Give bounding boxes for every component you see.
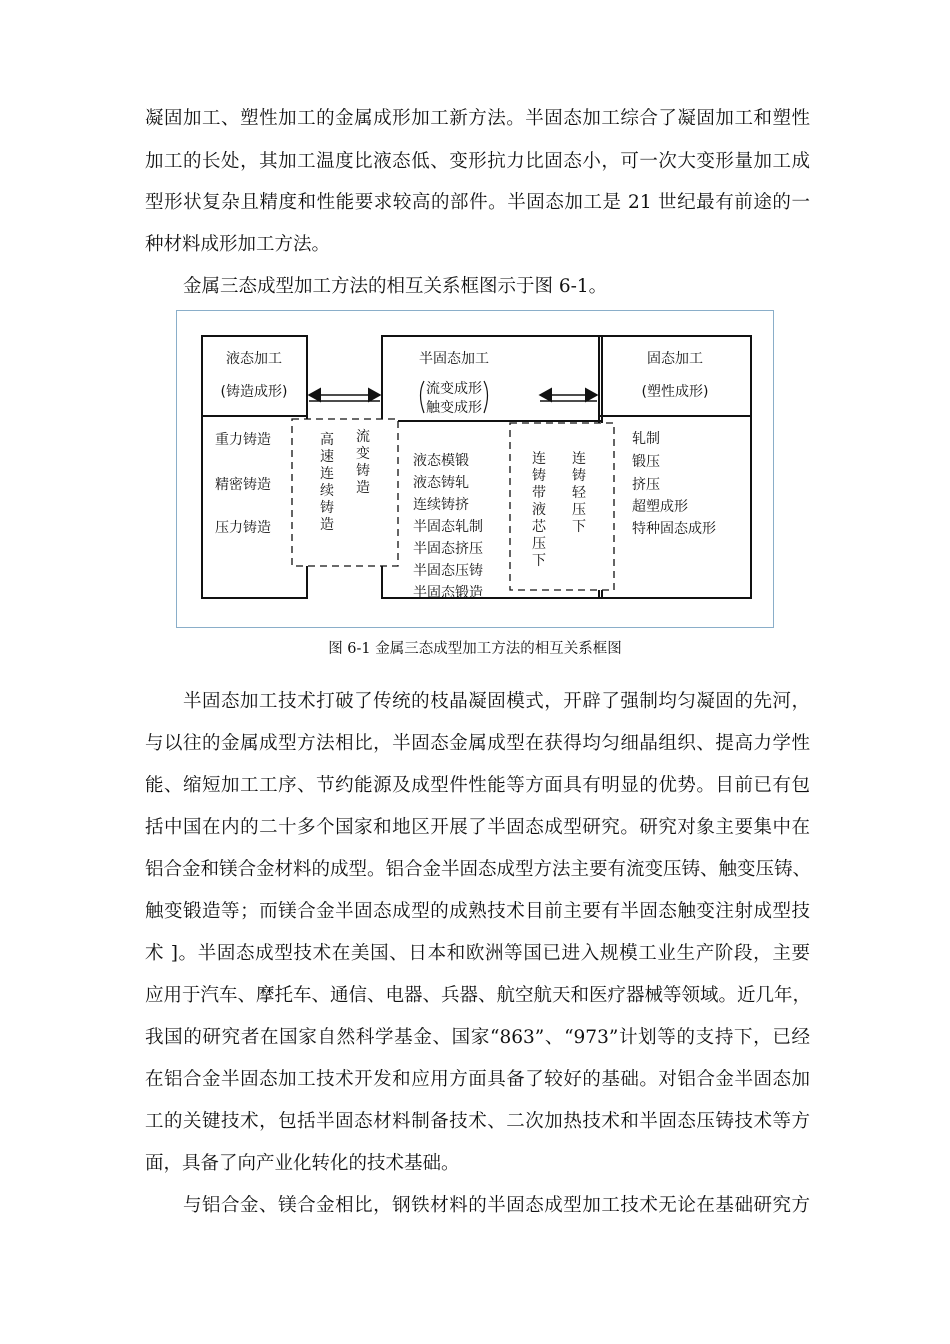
vertical-char: 芯 [532,519,546,535]
relationship-diagram [177,311,773,627]
text-line: 凝固加工、塑性加工的金属成形加工新方法。半固态加工综合了凝固加工和塑性 [145,108,810,129]
vertical-char: 铸 [572,468,586,484]
vertical-char: 轻 [572,485,586,501]
semi-method: 半固态挤压 [413,541,483,557]
bracket-left [421,381,425,413]
solid-box [599,336,751,598]
semi-method: 半固态轧制 [413,519,483,535]
semi-method: 半固态压铸 [413,563,483,579]
text-line: 我国的研究者在国家自然科学基金、国家“863”、“973”计划等的支持下，已经 [145,1027,810,1048]
vertical-char: 续 [320,483,334,499]
vertical-char: 压 [572,502,586,518]
semi-title: 半固态加工 [419,351,489,367]
text-line: 与以往的金属成型方法相比，半固态金属成型在获得均匀细晶组织、提高力学性 [145,733,810,754]
liquid-title: 液态加工 [226,351,282,367]
text-line: 术 ]。半固态成型技术在美国、日本和欧洲等国已进入规模工业生产阶段，主要 [145,943,810,964]
semi-sub2: 触变成形 [426,400,482,416]
text-line: 括中国在内的二十多个国家和地区开展了半固态成型研究。研究对象主要集中在 [145,817,810,838]
vertical-char: 造 [356,480,370,496]
solid-title: 固态加工 [647,351,703,367]
vertical-char: 造 [320,517,334,533]
vertical-char: 速 [320,449,334,465]
text-line: 触变锻造等；而镁合金半固态成型的成熟技术目前主要有半固态触变注射成型技 [145,901,810,922]
text-line: 能、缩短加工工序、节约能源及成型件性能等方面具有明显的优势。目前已有包 [145,775,810,796]
right-overlap-text-b [572,451,587,535]
text-line: 种材料成形加工方法。 [145,234,331,255]
text-line: 应用于汽车、摩托车、通信、电器、兵器、航空航天和医疗器械等领域。近几年， [145,985,812,1006]
paragraph-4: 与铝合金、镁合金相比，钢铁材料的半固态成型加工技术无论在基础研究方 [183,1195,810,1216]
paragraph-2: 金属三态成型加工方法的相互关系框图示于图 6-1。 [183,276,608,297]
liquid-box [202,336,307,598]
vertical-char: 下 [532,553,546,569]
text-line: 面，具备了向产业化转化的技术基础。 [145,1153,460,1174]
left-overlap-box [292,419,398,566]
vertical-char: 压 [532,536,546,552]
figure-frame [176,310,774,628]
liquid-method: 精密铸造 [215,477,271,493]
solid-method: 轧制 [632,431,660,447]
vertical-char: 液 [532,502,546,518]
liquid-method: 重力铸造 [215,432,271,448]
vertical-char: 高 [320,432,334,448]
vertical-char: 连 [320,466,334,482]
semi-method: 液态模锻 [413,453,469,469]
solid-method: 锻压 [632,454,660,470]
vertical-char: 连 [532,451,546,467]
text-line: 半固态加工技术打破了传统的枝晶凝固模式，开辟了强制均匀凝固的先河， [183,691,810,712]
solid-method: 特种固态成形 [632,521,716,537]
bracket-right [484,381,488,413]
semi-method: 半固态锻造 [413,585,483,601]
vertical-char: 铸 [356,463,370,479]
figure-caption: 图 6-1 金属三态成型加工方法的相互关系框图 [328,641,622,657]
liquid-subtitle: (铸造成形) [220,384,288,400]
text-line: 加工的长处，其加工温度比液态低、变形抗力比固态小，可一次大变形量加工成 [145,151,810,172]
semi-method: 连续铸挤 [413,497,469,513]
right-overlap-text-a [532,451,547,569]
solid-method: 挤压 [632,477,660,493]
text-line: 型形状复杂且精度和性能要求较高的部件。半固态加工是 21 世纪最有前途的一 [145,192,810,213]
text-line: 铝合金和镁合金材料的成型。铝合金半固态成型方法主要有流变压铸、触变压铸、 [145,859,812,880]
solid-subtitle: (塑性成形) [641,384,709,400]
semi-method: 液态铸轧 [413,475,469,491]
solid-method: 超塑成形 [632,499,688,515]
text-line: 在铝合金半固态加工技术开发和应用方面具备了较好的基础。对铝合金半固态加 [145,1069,810,1090]
liquid-method: 压力铸造 [215,520,271,536]
semi-sub1: 流变成形 [426,381,482,397]
vertical-char: 带 [532,485,546,501]
vertical-char: 变 [356,446,370,462]
vertical-char: 连 [572,451,586,467]
text-line: 工的关键技术，包括半固态材料制备技术、二次加热技术和半固态压铸技术等方 [145,1111,810,1132]
vertical-char: 流 [356,429,370,445]
vertical-char: 铸 [532,468,546,484]
vertical-char: 下 [572,519,586,535]
vertical-char: 铸 [320,500,334,516]
right-overlap-box [510,423,614,590]
